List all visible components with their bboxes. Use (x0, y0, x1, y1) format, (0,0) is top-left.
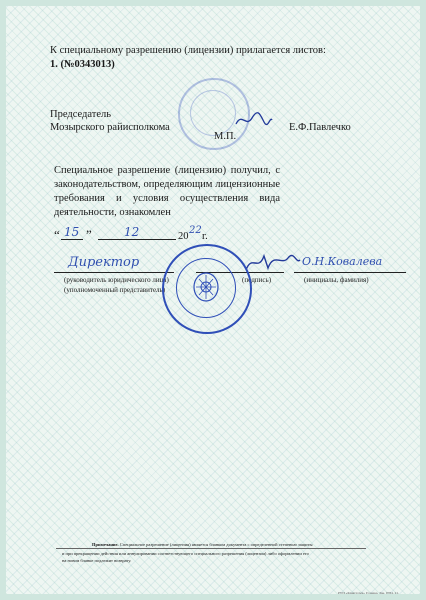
name-line (294, 272, 406, 273)
chairman-name: Е.Ф.Павлечко (289, 122, 351, 133)
label-signature: (подпись) (242, 276, 272, 284)
name-handwritten: О.Н.Ковалева (302, 255, 383, 268)
footer-note-line2: и при прекращении действия или аннулировании соответствующего специального разрешения (лицензии) либо оформлении его (62, 551, 309, 556)
footer-note-line1: Специальное разрешение (лицензия) является бланком документа с определенной степенью защиты (119, 542, 313, 547)
attachment-sheets-text: К специальному разрешению (лицензии) прилагается листов: (50, 45, 326, 56)
chairman-title-line1: Председатель (50, 109, 112, 120)
printer-mark: РУП «Криптотех» Гознака. Зак. 0784. 21. (338, 591, 400, 595)
seal-place-label: М.П. (214, 131, 237, 142)
label-head: (руководитель юридического лица) (64, 276, 169, 284)
position-handwritten: Директор (68, 255, 140, 270)
footer-rule (56, 548, 366, 549)
coat-of-arms-icon (191, 270, 221, 304)
label-representative: (уполномоченный представитель) (64, 286, 166, 294)
date-year-prefix: 20 (178, 231, 189, 242)
date-suffix: г. (202, 231, 208, 242)
director-signature (242, 250, 302, 274)
footer-note-title: Примечание. (92, 542, 119, 547)
date-day-line (61, 239, 83, 240)
footer-note-line3: на новом бланке подлежит возврату. (62, 558, 132, 563)
date-month-line (98, 239, 176, 240)
date-open-quote: “ (54, 227, 60, 242)
label-initials: (инициалы, фамилия) (304, 276, 369, 284)
date-day: 15 (64, 225, 80, 239)
chairman-title-line2: Мозырского райисполкома (50, 122, 170, 133)
receipt-paragraph: Специальное разрешение (лицензию) получил, с законодательством, определяющим лицензионные требования и условия осуществления вида деятельности, ознакомлен (54, 165, 280, 218)
date-month: 12 (124, 225, 140, 239)
position-line (54, 272, 174, 273)
organization-seal-stamp (162, 244, 252, 334)
date-year-suffix: 22 (189, 225, 202, 236)
footer-note-line1-wrap (92, 542, 313, 548)
date-close-quote: ” (86, 227, 92, 242)
chairman-signature (234, 110, 274, 130)
attachment-number: 1. (№0343013) (50, 59, 115, 70)
